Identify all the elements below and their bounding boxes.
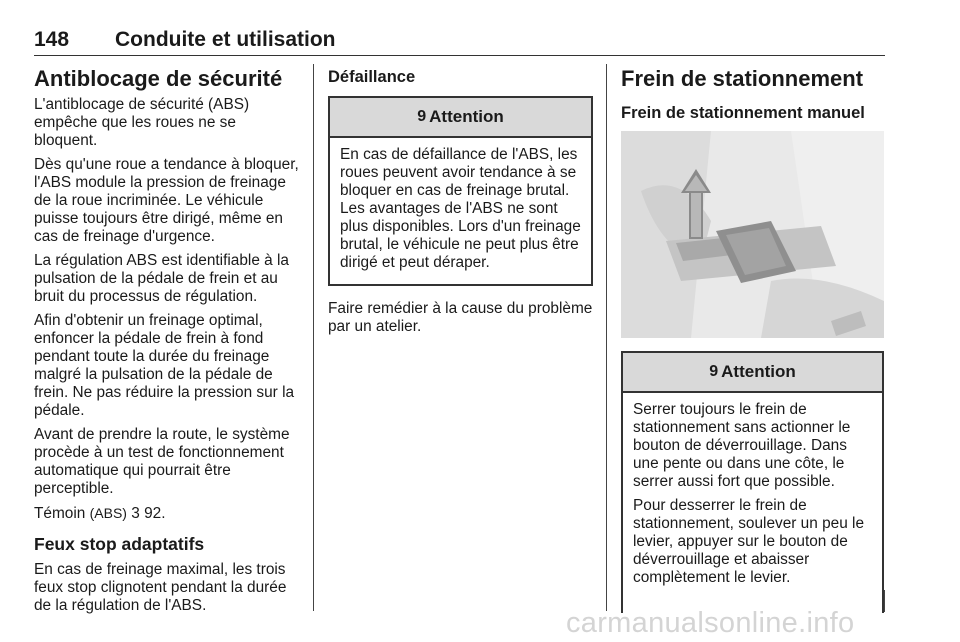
- attention-label: Attention: [429, 107, 504, 126]
- paragraph: Faire remédier à la cause du problème par un atelier.: [328, 300, 593, 335]
- section-heading-abs: Antiblocage de sécurité: [34, 66, 283, 91]
- attention-text: Pour desserrer le frein de stationnement, soulever un peu le levier, appuyer sur le bouton de déverrouillage et abaisser complètement le levier.: [633, 497, 865, 586]
- attention-header: [330, 98, 591, 138]
- attention-box: [328, 96, 593, 286]
- column-divider-1: [313, 64, 314, 611]
- paragraph: Avant de prendre la route, le système procède à un test de fonctionnement automatique qui pourrait être perceptible.: [34, 426, 290, 497]
- column-frein: [621, 66, 884, 130]
- paragraph: La régulation ABS est identifiable à la pulsation de la pédale de frein et au bruit du processus de régulation.: [34, 252, 289, 305]
- subheading-frein-manuel: Frein de stationnement manuel: [621, 104, 865, 122]
- warning-icon: 9: [709, 363, 719, 380]
- paragraph: En cas de freinage maximal, les trois feux stop clignotent pendant la durée de la régulation de l'ABS.: [34, 561, 287, 614]
- temoin-line: [34, 504, 302, 523]
- column-divider-2: [606, 64, 607, 611]
- box-continuation-line: [884, 590, 885, 612]
- page-number: 148: [34, 28, 70, 51]
- paragraph: L'antiblocage de sécurité (ABS) empêche que les roues ne se bloquent.: [34, 96, 250, 149]
- attention-body: [330, 138, 591, 284]
- attention-body: [623, 393, 882, 599]
- warning-icon: 9: [417, 108, 427, 125]
- parking-brake-photo: [621, 131, 884, 338]
- attention-text: Serrer toujours le frein de stationnement sans actionner le bouton de déverrouillage. Dans une pente ou dans une côte, le serrer aussi fort que possible.: [633, 401, 851, 490]
- paragraph: Dès qu'une roue a tendance à bloquer, l'ABS module la pression de freinage de la roue incriminée. Le véhicule puisse toujours être dirigé, même en cas de freinage d'urgence.: [34, 156, 299, 245]
- attention-box-frein: [621, 351, 884, 613]
- subheading-defaillance: Défaillance: [328, 68, 416, 86]
- column-frein-attention: [621, 351, 884, 613]
- parking-brake-illustration: [621, 131, 884, 338]
- header-rule: [34, 55, 885, 56]
- column-defaillance: [328, 66, 593, 342]
- attention-header: [623, 353, 882, 393]
- abs-warning-icon: (ABS): [89, 505, 127, 521]
- section-heading-frein: Frein de stationnement: [621, 66, 864, 91]
- watermark: carmanualsonline.info: [566, 607, 855, 639]
- attention-label: Attention: [721, 362, 796, 381]
- page-title: Conduite et utilisation: [115, 28, 336, 51]
- attention-text: En cas de défaillance de l'ABS, les roues peuvent avoir tendance à se bloquer en cas de freinage brutal. Les avantages de l'ABS ne sont plus disponibles. Lors d'un freinage brutal, le véhicule ne peut plus être dirigé et peut déraper.: [340, 146, 581, 271]
- paragraph: Afin d'obtenir un freinage optimal, enfoncer la pédale de frein à fond pendant toute la durée du freinage malgré la pulsation de la pédale de frein. Ne pas réduire la pression sur la pédale.: [34, 312, 295, 419]
- page-reference: 3 92.: [131, 505, 166, 522]
- temoin-label: Témoin: [34, 505, 86, 522]
- column-abs: [34, 66, 302, 621]
- subheading-feux-stop: Feux stop adaptatifs: [34, 534, 205, 554]
